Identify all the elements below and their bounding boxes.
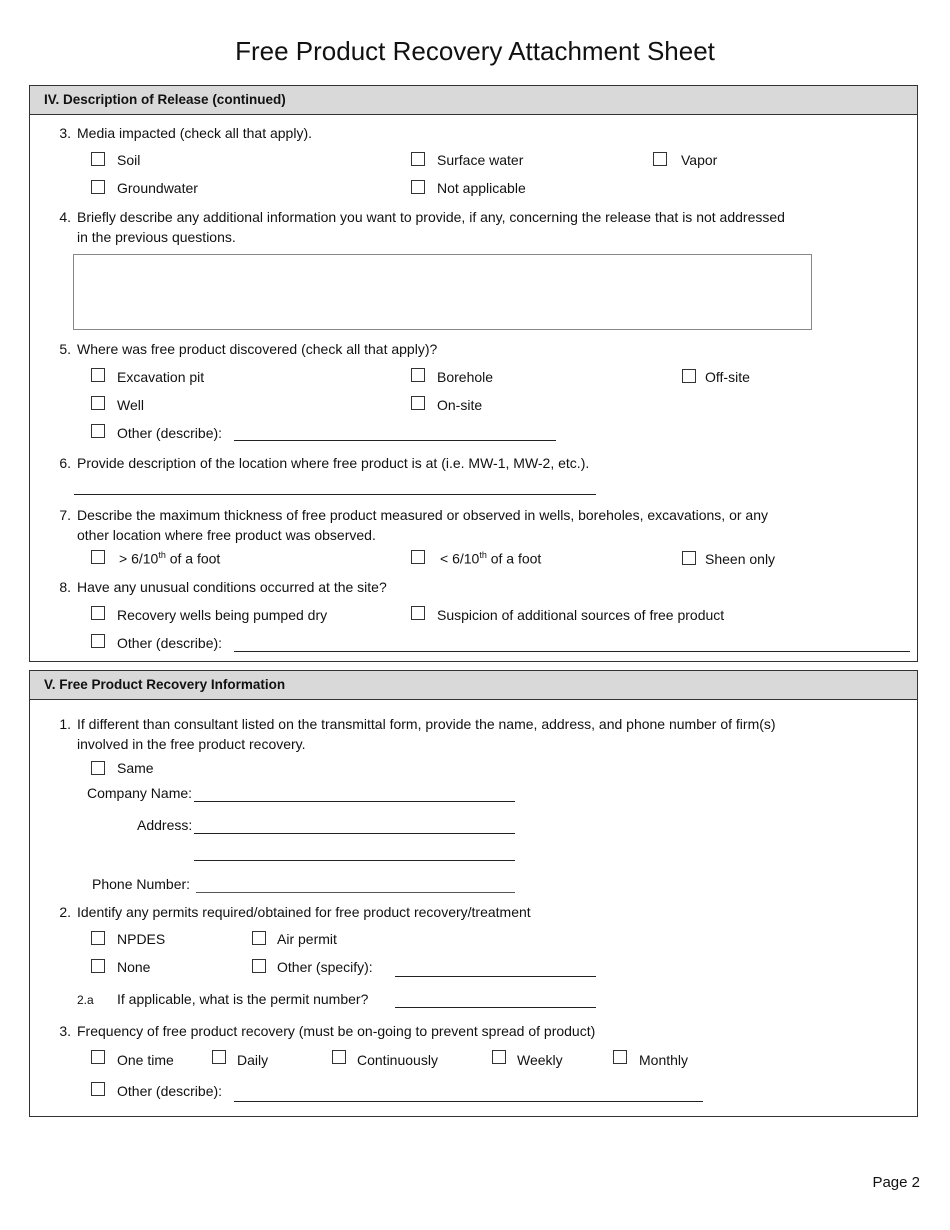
address-line1-input[interactable] — [194, 833, 515, 834]
phone-number-label: Phone Number: — [92, 876, 191, 892]
borehole-checkbox[interactable] — [411, 368, 425, 382]
option-label: Recovery wells being pumped dry — [117, 607, 328, 623]
option-label: Soil — [117, 152, 141, 168]
other-permit-checkbox[interactable] — [252, 959, 266, 973]
question-text: other location where free product was observed. — [77, 527, 376, 543]
question-number: 7. — [59, 507, 71, 523]
one-time-checkbox[interactable] — [91, 1050, 105, 1064]
other-discovered-input[interactable] — [234, 440, 556, 441]
question-text: Where was free product discovered (check all that apply)? — [77, 341, 438, 357]
question-number: 3. — [59, 1023, 71, 1039]
off-site-checkbox[interactable] — [682, 369, 696, 383]
option-label: Other (describe): — [117, 635, 223, 651]
daily-checkbox[interactable] — [212, 1050, 226, 1064]
question-number: 2. — [59, 904, 71, 920]
additional-info-textarea[interactable] — [73, 254, 812, 330]
other-conditions-checkbox[interactable] — [91, 634, 105, 648]
option-label: None — [117, 959, 151, 975]
address-label: Address: — [137, 817, 193, 833]
permit-number-input[interactable] — [395, 1007, 596, 1008]
soil-checkbox[interactable] — [91, 152, 105, 166]
on-site-checkbox[interactable] — [411, 396, 425, 410]
vapor-checkbox[interactable] — [653, 152, 667, 166]
question-text: Frequency of free product recovery (must be on-going to prevent spread of product) — [77, 1023, 596, 1039]
address-line2-input[interactable] — [194, 860, 515, 861]
question-text: Media impacted (check all that apply). — [77, 125, 312, 141]
option-label: Other (describe): — [117, 1083, 223, 1099]
other-discovered-checkbox[interactable] — [91, 424, 105, 438]
option-label: NPDES — [117, 931, 166, 947]
option-label: Surface water — [437, 152, 524, 168]
question-number: 3. — [59, 125, 71, 141]
sheen-only-checkbox[interactable] — [682, 551, 696, 565]
option-label: Continuously — [357, 1052, 438, 1068]
less-than-6-10-checkbox[interactable] — [411, 550, 425, 564]
same-checkbox[interactable] — [91, 761, 105, 775]
question-text: If different than consultant listed on the transmittal form, provide the name, address, and phone number of firm(s) — [77, 716, 776, 732]
option-label: Excavation pit — [117, 369, 205, 385]
option-label: Not applicable — [437, 180, 526, 196]
question-number: 1. — [59, 716, 71, 732]
well-checkbox[interactable] — [91, 396, 105, 410]
option-label: Suspicion of additional sources of free product — [437, 607, 725, 623]
excavation-pit-checkbox[interactable] — [91, 368, 105, 382]
option-label: Air permit — [277, 931, 337, 947]
section-iv-heading: IV. Description of Release (continued) — [29, 85, 918, 115]
air-permit-checkbox[interactable] — [252, 931, 266, 945]
question-text: Identify any permits required/obtained for free product recovery/treatment — [77, 904, 531, 920]
question-text: Have any unusual conditions occurred at the site? — [77, 579, 387, 595]
option-label: Borehole — [437, 369, 494, 385]
phone-number-input[interactable] — [196, 892, 515, 893]
location-description-input[interactable] — [74, 494, 596, 495]
option-label: Monthly — [639, 1052, 689, 1068]
option-label: One time — [117, 1052, 174, 1068]
continuously-checkbox[interactable] — [332, 1050, 346, 1064]
other-conditions-input[interactable] — [234, 651, 910, 652]
option-label: Sheen only — [705, 551, 776, 567]
surface-water-checkbox[interactable] — [411, 152, 425, 166]
section-v-heading: V. Free Product Recovery Information — [29, 670, 918, 700]
question-text: involved in the free product recovery. — [77, 736, 306, 752]
greater-than-6-10-checkbox[interactable] — [91, 550, 105, 564]
wells-pumped-dry-checkbox[interactable] — [91, 606, 105, 620]
company-name-input[interactable] — [194, 801, 515, 802]
company-name-label: Company Name: — [87, 785, 193, 801]
option-label: Same — [117, 760, 154, 776]
option-label: Well — [117, 397, 144, 413]
page-number: Page 2 — [872, 1174, 920, 1191]
option-label: < 6/10th of a foot — [440, 550, 542, 567]
none-checkbox[interactable] — [91, 959, 105, 973]
npdes-checkbox[interactable] — [91, 931, 105, 945]
option-label: Weekly — [517, 1052, 563, 1068]
option-label: Groundwater — [117, 180, 198, 196]
question-number: 6. — [59, 455, 71, 471]
sub-question-text: If applicable, what is the permit number? — [117, 991, 369, 1007]
option-label: Off-site — [705, 369, 750, 385]
monthly-checkbox[interactable] — [613, 1050, 627, 1064]
question-text: Briefly describe any additional information you want to provide, if any, concerning the release that is not addressed — [77, 209, 785, 225]
option-label: Other (specify): — [277, 959, 373, 975]
option-label: > 6/10th of a foot — [119, 550, 221, 567]
other-permit-input[interactable] — [395, 976, 596, 977]
question-text: Provide description of the location where free product is at (i.e. MW-1, MW-2, etc.). — [77, 455, 590, 471]
sub-question-number: 2.a — [77, 993, 94, 1007]
additional-sources-checkbox[interactable] — [411, 606, 425, 620]
option-label: On-site — [437, 397, 483, 413]
option-label: Other (describe): — [117, 425, 223, 441]
other-frequency-checkbox[interactable] — [91, 1082, 105, 1096]
option-label: Vapor — [681, 152, 718, 168]
question-text: in the previous questions. — [77, 229, 236, 245]
not-applicable-checkbox[interactable] — [411, 180, 425, 194]
page-title: Free Product Recovery Attachment Sheet — [235, 36, 715, 66]
weekly-checkbox[interactable] — [492, 1050, 506, 1064]
question-number: 4. — [59, 209, 71, 225]
question-number: 5. — [59, 341, 71, 357]
question-number: 8. — [59, 579, 71, 595]
groundwater-checkbox[interactable] — [91, 180, 105, 194]
other-frequency-input[interactable] — [234, 1101, 703, 1102]
option-label: Daily — [237, 1052, 269, 1068]
question-text: Describe the maximum thickness of free product measured or observed in wells, boreholes, excavations, or any — [77, 507, 768, 523]
